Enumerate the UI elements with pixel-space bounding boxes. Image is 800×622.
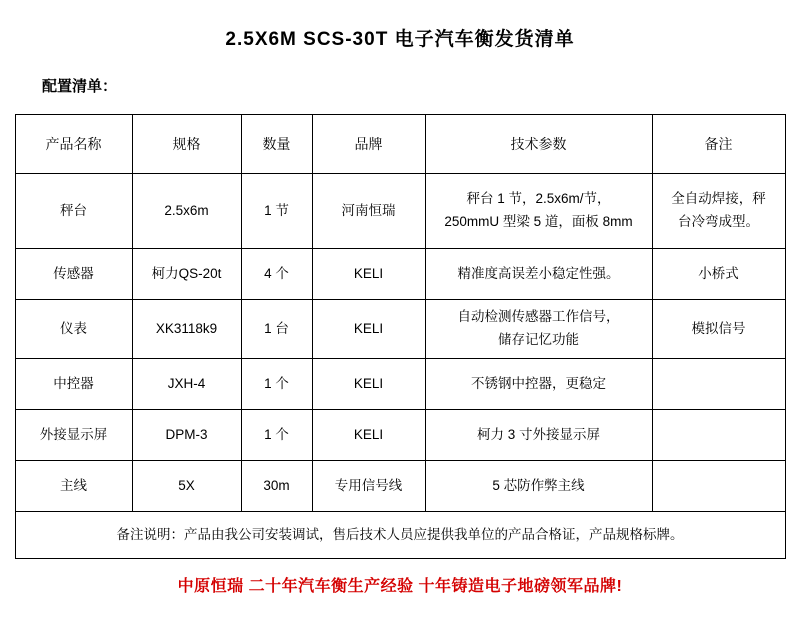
cell-product-name: 仪表 bbox=[15, 300, 132, 359]
header-cell-tech-params: 技术参数 bbox=[425, 115, 652, 174]
cell-tech-params: 不锈钢中控器，更稳定 bbox=[425, 359, 652, 410]
cell-tech-line-1: 秤台 1 节，2.5x6m/节， bbox=[466, 191, 611, 207]
spec-table bbox=[15, 114, 786, 559]
cell-product-name: 秤台 bbox=[15, 174, 132, 249]
cell-tech-params bbox=[425, 300, 652, 359]
cell-product-name: 传感器 bbox=[15, 249, 132, 300]
cell-spec: JXH-4 bbox=[132, 359, 241, 410]
cell-tech-params: 精准度高误差小稳定性强。 bbox=[425, 249, 652, 300]
cell-brand: KELI bbox=[312, 249, 425, 300]
cell-brand: KELI bbox=[312, 300, 425, 359]
header-cell-spec: 规格 bbox=[132, 115, 241, 174]
cell-quantity: 1 节 bbox=[241, 174, 312, 249]
table-header-row bbox=[15, 115, 785, 174]
note-text: 备注说明：产品由我公司安装调试，售后技术人员应提供我单位的产品合格证，产品规格标牌。 bbox=[15, 512, 785, 559]
page-title: 2.5X6M SCS-30T 电子汽车衡发货清单 bbox=[225, 29, 575, 50]
cell-remark: 小桥式 bbox=[652, 249, 785, 300]
cell-remark-line-1: 全自动焊接，秤 bbox=[671, 191, 766, 207]
cell-brand: KELI bbox=[312, 410, 425, 461]
cell-remark bbox=[652, 410, 785, 461]
cell-tech-params bbox=[425, 174, 652, 249]
table-row bbox=[15, 300, 785, 359]
cell-remark bbox=[652, 174, 785, 249]
table-row bbox=[15, 359, 785, 410]
header-cell-quantity: 数量 bbox=[241, 115, 312, 174]
table-note-row bbox=[15, 512, 785, 559]
cell-tech-line-2: 储存记忆功能 bbox=[498, 332, 579, 347]
cell-product-name: 主线 bbox=[15, 461, 132, 512]
header-cell-product-name: 产品名称 bbox=[15, 115, 132, 174]
cell-spec: 柯力QS-20t bbox=[132, 249, 241, 300]
cell-tech-params: 5 芯防作弊主线 bbox=[425, 461, 652, 512]
cell-quantity: 1 个 bbox=[241, 410, 312, 461]
cell-brand: KELI bbox=[312, 359, 425, 410]
cell-quantity: 1 台 bbox=[241, 300, 312, 359]
table-row bbox=[15, 249, 785, 300]
cell-remark bbox=[652, 461, 785, 512]
cell-remark bbox=[652, 359, 785, 410]
cell-quantity: 30m bbox=[241, 461, 312, 512]
table-row bbox=[15, 174, 785, 249]
cell-tech-line-1: 自动检测传感器工作信号， bbox=[457, 309, 620, 325]
cell-tech-params: 柯力 3 寸外接显示屏 bbox=[425, 410, 652, 461]
cell-spec: 5X bbox=[132, 461, 241, 512]
cell-spec: 2.5x6m bbox=[132, 174, 241, 249]
table-row bbox=[15, 461, 785, 512]
cell-brand: 专用信号线 bbox=[312, 461, 425, 512]
cell-tech-line-2: 250mmU 型梁 5 道，面板 8mm bbox=[444, 214, 633, 229]
table-row bbox=[15, 410, 785, 461]
cell-product-name: 外接显示屏 bbox=[15, 410, 132, 461]
document-page bbox=[0, 24, 800, 622]
cell-quantity: 1 个 bbox=[241, 359, 312, 410]
config-list-label: 配置清单： bbox=[42, 78, 118, 95]
header-cell-brand: 品牌 bbox=[312, 115, 425, 174]
header-cell-remark: 备注 bbox=[652, 115, 785, 174]
cell-remark: 模拟信号 bbox=[652, 300, 785, 359]
cell-product-name: 中控器 bbox=[15, 359, 132, 410]
cell-spec: XK3118k9 bbox=[132, 300, 241, 359]
cell-brand: 河南恒瑞 bbox=[312, 174, 425, 249]
cell-quantity: 4 个 bbox=[241, 249, 312, 300]
footer-slogan: 中原恒瑞 二十年汽车衡生产经验 十年铸造电子地磅领军品牌! bbox=[177, 578, 623, 595]
cell-remark-line-2: 台冷弯成型。 bbox=[678, 214, 759, 229]
cell-spec: DPM-3 bbox=[132, 410, 241, 461]
